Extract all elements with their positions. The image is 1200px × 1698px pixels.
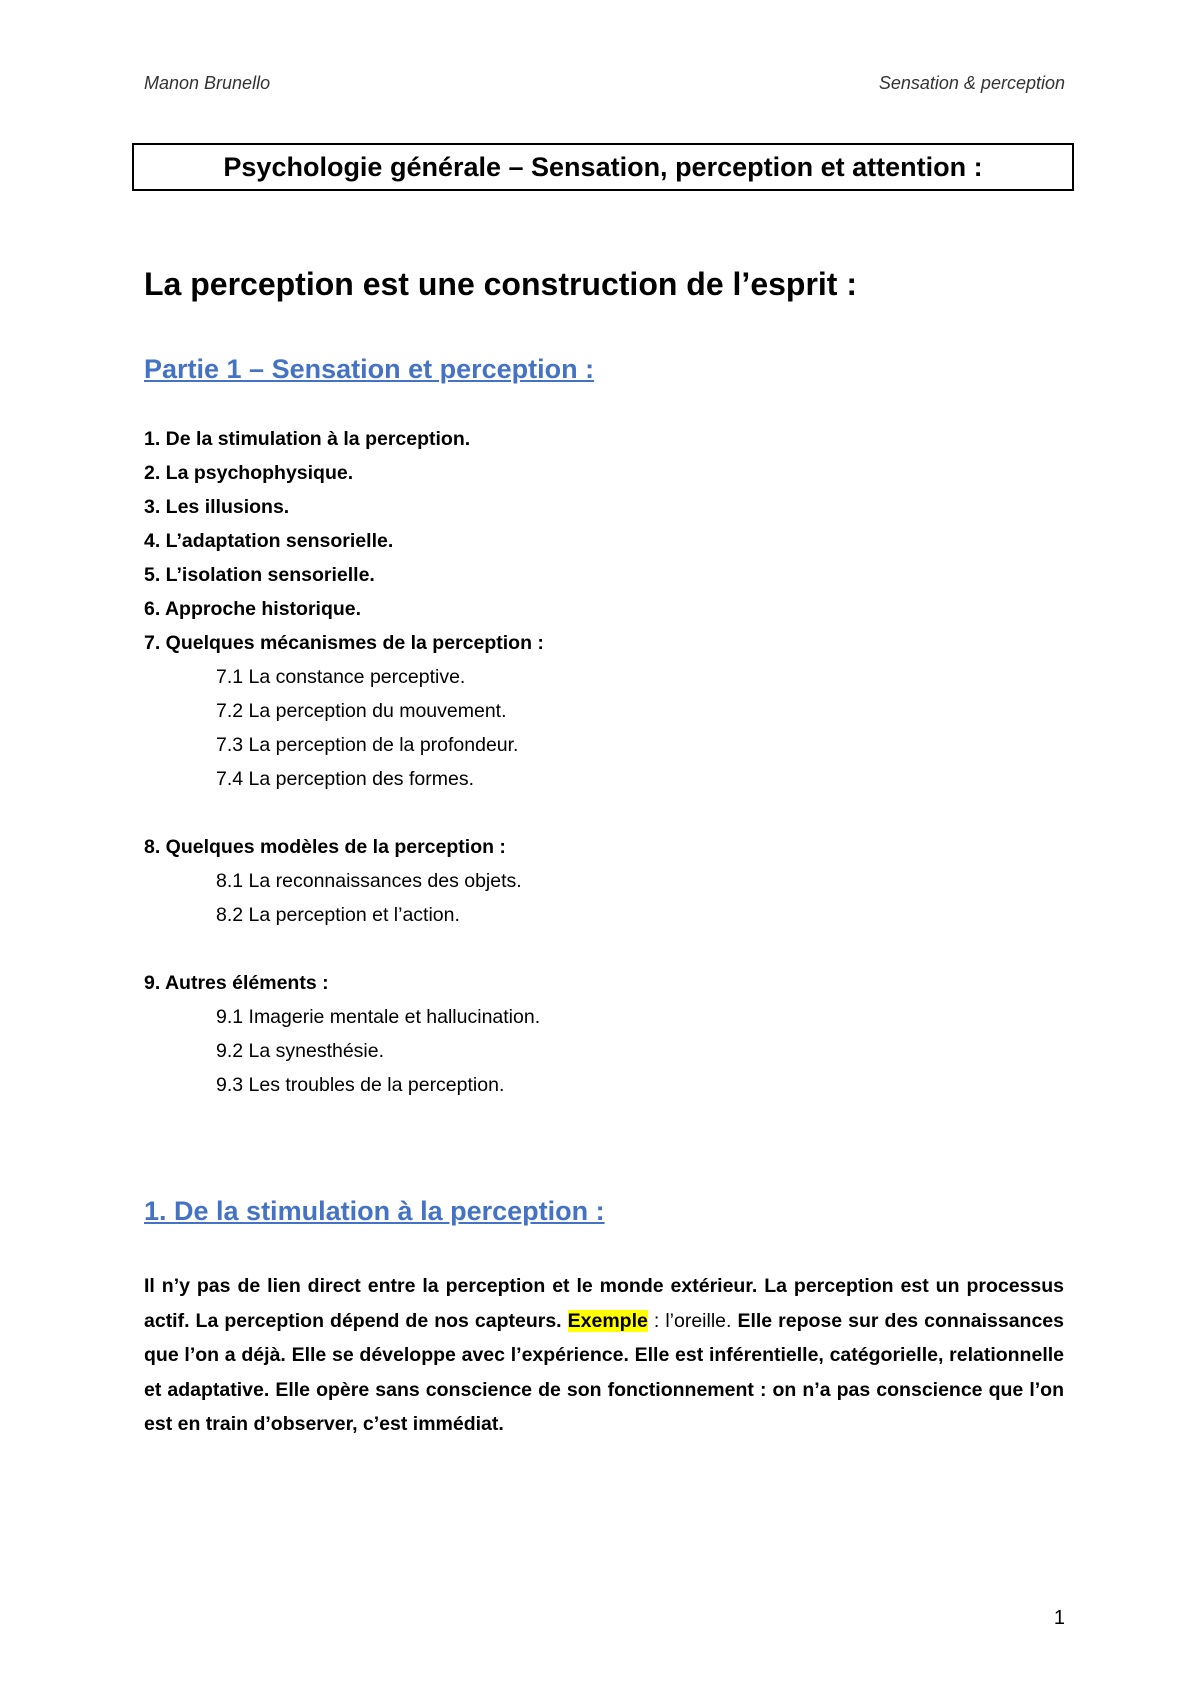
toc-subitem: 9.2 La synesthésie. bbox=[216, 1040, 385, 1062]
highlighted-example: Exemple bbox=[567, 1309, 648, 1332]
toc-item: 4. L’adaptation sensorielle. bbox=[144, 530, 394, 552]
toc-subitem: 7.3 La perception de la profondeur. bbox=[216, 734, 519, 756]
page-number: 1 bbox=[1053, 1607, 1065, 1629]
header-topic: Sensation & perception bbox=[878, 73, 1065, 93]
part-heading: Partie 1 – Sensation et perception : bbox=[144, 354, 595, 384]
toc-subitem: 9.1 Imagerie mentale et hallucination. bbox=[216, 1006, 541, 1028]
paragraph-text: Il n’y pas de lien direct entre la perception et le monde extérieur. La perception est un processus actif. La perception dépend de nos capteurs. bbox=[144, 1275, 1064, 1332]
section-paragraph bbox=[144, 1269, 1064, 1442]
toc-item: 8. Quelques modèles de la perception : bbox=[144, 836, 506, 858]
paragraph-text: : l’oreille. bbox=[647, 1309, 732, 1332]
main-heading: La perception est une construction de l’esprit : bbox=[144, 266, 857, 302]
toc-item: 9. Autres éléments : bbox=[144, 972, 329, 994]
toc-subitem: 9.3 Les troubles de la perception. bbox=[216, 1074, 505, 1096]
toc-item: 6. Approche historique. bbox=[144, 598, 362, 620]
toc-item: 1. De la stimulation à la perception. bbox=[144, 428, 471, 450]
toc-item: 5. L’isolation sensorielle. bbox=[144, 564, 375, 586]
toc-subitem: 7.4 La perception des formes. bbox=[216, 768, 474, 790]
paragraph-text: Elle repose sur des connaissances que l’on a déjà. Elle se développe avec l’expérience. Elle est inférentielle, catégorielle, relationnelle et adaptative. Elle opère sans conscience de son fonctionnement : on n’a pas conscience que l’on est en train d’observer, c’est immédiat. bbox=[144, 1309, 1064, 1435]
toc-subitem: 8.1 La reconnaissances des objets. bbox=[216, 870, 522, 892]
toc-item: 7. Quelques mécanismes de la perception : bbox=[144, 632, 544, 654]
toc-subitem: 8.2 La perception et l’action. bbox=[216, 904, 460, 926]
toc-subitem: 7.1 La constance perceptive. bbox=[216, 666, 466, 688]
toc-item: 2. La psychophysique. bbox=[144, 462, 354, 484]
document-title: Psychologie générale – Sensation, perception et attention : bbox=[132, 143, 1074, 191]
toc-item: 3. Les illusions. bbox=[144, 496, 290, 518]
toc-subitem: 7.2 La perception du mouvement. bbox=[216, 700, 507, 722]
section-heading: 1. De la stimulation à la perception : bbox=[144, 1196, 605, 1226]
header-author: Manon Brunello bbox=[144, 73, 271, 93]
